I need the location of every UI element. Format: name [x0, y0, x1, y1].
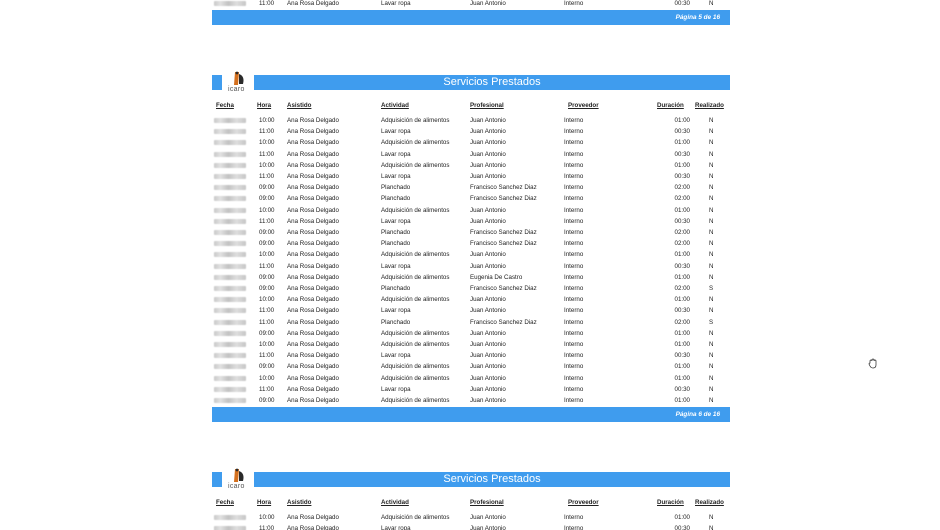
cell-asistido: Ana Rosa Delgado	[287, 397, 339, 404]
cell-hora: 09:00	[259, 273, 275, 281]
cell-asistido: Ana Rosa Delgado	[287, 262, 339, 270]
report-title	[254, 472, 730, 487]
cell-asistido: Ana Rosa Delgado	[287, 341, 339, 348]
col-asistido: Asistido	[287, 102, 312, 109]
cell-hora: 10:00	[259, 139, 275, 147]
report-title-text: Servicios Prestados	[443, 76, 541, 88]
fecha-redacted	[214, 238, 246, 250]
cell-hora: 11:00	[259, 352, 275, 360]
cell-duracion: 00:30	[674, 150, 690, 158]
page-number: Página 6 de 16	[675, 411, 720, 418]
page-6	[194, 62, 747, 426]
cell-duracion: 00:30	[674, 173, 690, 180]
cell-actividad: Lavar ropa	[381, 524, 411, 530]
cell-actividad: Lavar ropa	[381, 217, 411, 225]
logo-text: icaro	[228, 86, 245, 93]
cell-duracion: 00:30	[674, 307, 690, 315]
cell-asistido: Ana Rosa Delgado	[287, 161, 339, 169]
cell-hora: 11:00	[259, 0, 275, 7]
cell-realizado: N	[709, 217, 714, 225]
cell-realizado: N	[709, 296, 714, 304]
cell-profesional: Juan Antonio	[470, 117, 506, 124]
cell-profesional: Juan Antonio	[470, 307, 506, 315]
col-duracion: Duración	[657, 499, 684, 506]
fecha-redacted	[214, 160, 246, 172]
cell-actividad: Lavar ropa	[381, 352, 411, 360]
cell-profesional: Francisco Sanchez Diaz	[470, 318, 537, 326]
cell-profesional: Eugenia De Castro	[470, 273, 523, 281]
cell-realizado: N	[709, 128, 714, 136]
cell-profesional: Juan Antonio	[470, 524, 506, 530]
cell-proveedor: Interno	[564, 128, 584, 136]
fecha-redacted	[214, 361, 246, 373]
col-fecha: Fecha	[216, 499, 234, 506]
cell-profesional: Juan Antonio	[470, 397, 506, 404]
title-bar-stub	[212, 75, 222, 90]
cell-duracion: 01:00	[674, 139, 690, 147]
cell-actividad: Planchado	[381, 285, 411, 292]
cell-realizado: N	[709, 524, 714, 530]
col-duracion: Duración	[657, 102, 684, 109]
cell-proveedor: Interno	[564, 0, 584, 7]
icaro-logo	[226, 468, 252, 492]
cell-proveedor: Interno	[564, 363, 584, 371]
fecha-redacted	[214, 272, 246, 284]
cell-actividad: Adquisición de alimentos	[381, 374, 450, 382]
cell-asistido: Ana Rosa Delgado	[287, 374, 339, 382]
cell-duracion: 01:00	[674, 251, 690, 259]
cell-hora: 09:00	[259, 329, 275, 337]
cell-profesional: Francisco Sanchez Diaz	[470, 285, 537, 292]
cell-asistido: Ana Rosa Delgado	[287, 307, 339, 315]
cell-profesional: Juan Antonio	[470, 352, 506, 360]
fecha-redacted	[214, 523, 246, 530]
fecha-redacted	[214, 126, 246, 138]
col-profesional: Profesional	[470, 499, 504, 506]
cell-realizado: N	[709, 173, 714, 180]
cell-proveedor: Interno	[564, 273, 584, 281]
cell-hora: 10:00	[259, 161, 275, 169]
cell-realizado: N	[709, 329, 714, 337]
cell-profesional: Juan Antonio	[470, 341, 506, 348]
cell-asistido: Ana Rosa Delgado	[287, 217, 339, 225]
page-5	[194, 0, 747, 25]
cell-duracion: 00:30	[674, 352, 690, 360]
page-footer	[212, 10, 730, 25]
cell-proveedor: Interno	[564, 150, 584, 158]
cell-realizado: N	[709, 150, 714, 158]
cell-hora: 09:00	[259, 363, 275, 371]
cell-hora: 10:00	[259, 341, 275, 348]
cell-hora: 11:00	[259, 217, 275, 225]
cell-duracion: 02:00	[674, 285, 690, 292]
cell-hora: 09:00	[259, 285, 275, 292]
cell-hora: 11:00	[259, 262, 275, 270]
cell-duracion: 00:30	[674, 262, 690, 270]
cell-actividad: Lavar ropa	[381, 173, 411, 180]
cell-duracion: 02:00	[674, 318, 690, 326]
cell-proveedor: Interno	[564, 514, 584, 521]
report-title	[254, 75, 730, 90]
cell-asistido: Ana Rosa Delgado	[287, 524, 339, 530]
cell-hora: 10:00	[259, 296, 275, 304]
fecha-redacted	[214, 193, 246, 205]
fecha-redacted	[214, 182, 246, 194]
cell-hora: 09:00	[259, 184, 275, 192]
col-actividad: Actividad	[381, 102, 409, 109]
cell-asistido: Ana Rosa Delgado	[287, 273, 339, 281]
cell-actividad: Planchado	[381, 318, 411, 326]
cell-asistido: Ana Rosa Delgado	[287, 184, 339, 192]
cell-realizado: N	[709, 514, 714, 521]
cell-duracion: 01:00	[674, 341, 690, 348]
cell-proveedor: Interno	[564, 217, 584, 225]
cell-actividad: Adquisición de alimentos	[381, 296, 450, 304]
cell-realizado: N	[709, 184, 714, 192]
col-hora: Hora	[257, 102, 272, 109]
cell-realizado: N	[709, 262, 714, 270]
cell-profesional: Francisco Sanchez Diaz	[470, 229, 537, 236]
cell-duracion: 00:30	[674, 0, 690, 7]
fecha-redacted	[214, 261, 246, 273]
cell-actividad: Lavar ropa	[381, 150, 411, 158]
cell-profesional: Juan Antonio	[470, 206, 506, 214]
cell-hora: 11:00	[259, 318, 275, 326]
fecha-redacted	[214, 339, 246, 351]
cell-hora: 11:00	[259, 150, 275, 158]
cell-proveedor: Interno	[564, 251, 584, 259]
cell-proveedor: Interno	[564, 285, 584, 292]
cell-hora: 11:00	[259, 385, 275, 393]
cell-profesional: Juan Antonio	[470, 329, 506, 337]
cell-profesional: Francisco Sanchez Diaz	[470, 195, 537, 203]
col-realizado: Realizado	[695, 102, 724, 109]
cell-proveedor: Interno	[564, 117, 584, 124]
cell-hora: 09:00	[259, 229, 275, 236]
col-asistido: Asistido	[287, 499, 312, 506]
cell-actividad: Adquisición de alimentos	[381, 363, 450, 371]
cell-duracion: 01:00	[674, 397, 690, 404]
cell-asistido: Ana Rosa Delgado	[287, 229, 339, 236]
page-number: Página 5 de 16	[675, 14, 720, 21]
fecha-redacted	[214, 249, 246, 261]
cell-proveedor: Interno	[564, 307, 584, 315]
cell-asistido: Ana Rosa Delgado	[287, 329, 339, 337]
cell-proveedor: Interno	[564, 296, 584, 304]
cell-hora: 10:00	[259, 117, 275, 124]
fecha-redacted	[214, 305, 246, 317]
cell-actividad: Adquisición de alimentos	[381, 397, 450, 404]
cell-actividad: Adquisición de alimentos	[381, 273, 450, 281]
cell-duracion: 01:00	[674, 514, 690, 521]
cell-realizado: N	[709, 0, 714, 7]
cell-actividad: Lavar ropa	[381, 262, 411, 270]
cell-actividad: Adquisición de alimentos	[381, 329, 450, 337]
cell-hora: 10:00	[259, 251, 275, 259]
cell-asistido: Ana Rosa Delgado	[287, 117, 339, 124]
cell-realizado: N	[709, 229, 714, 236]
cell-profesional: Juan Antonio	[470, 217, 506, 225]
cell-asistido: Ana Rosa Delgado	[287, 173, 339, 180]
col-proveedor: Proveedor	[568, 102, 599, 109]
cell-asistido: Ana Rosa Delgado	[287, 285, 339, 292]
cell-profesional: Francisco Sanchez Diaz	[470, 240, 537, 248]
cell-proveedor: Interno	[564, 184, 584, 192]
fecha-redacted	[214, 137, 246, 149]
fecha-redacted	[214, 384, 246, 396]
cell-actividad: Adquisición de alimentos	[381, 341, 450, 348]
cell-duracion: 01:00	[674, 363, 690, 371]
cell-actividad: Adquisición de alimentos	[381, 117, 450, 124]
cell-realizado: N	[709, 161, 714, 169]
cell-proveedor: Interno	[564, 240, 584, 248]
cell-actividad: Lavar ropa	[381, 0, 411, 7]
cell-asistido: Ana Rosa Delgado	[287, 385, 339, 393]
fecha-redacted	[214, 350, 246, 362]
cell-duracion: 01:00	[674, 117, 690, 124]
cell-duracion: 01:00	[674, 329, 690, 337]
fecha-redacted	[214, 0, 246, 10]
cell-hora: 10:00	[259, 206, 275, 214]
cell-realizado: N	[709, 363, 714, 371]
icaro-logo-icon	[226, 468, 252, 484]
cell-profesional: Juan Antonio	[470, 385, 506, 393]
cell-asistido: Ana Rosa Delgado	[287, 0, 339, 7]
cell-asistido: Ana Rosa Delgado	[287, 150, 339, 158]
cell-proveedor: Interno	[564, 229, 584, 236]
cell-proveedor: Interno	[564, 161, 584, 169]
col-fecha: Fecha	[216, 102, 234, 109]
icaro-logo	[226, 71, 252, 95]
cell-realizado: N	[709, 139, 714, 147]
cell-duracion: 01:00	[674, 273, 690, 281]
col-hora: Hora	[257, 499, 272, 506]
cell-actividad: Planchado	[381, 195, 411, 203]
fecha-redacted	[214, 283, 246, 295]
cell-realizado: N	[709, 352, 714, 360]
cell-actividad: Lavar ropa	[381, 307, 411, 315]
cell-duracion: 01:00	[674, 161, 690, 169]
cell-realizado: S	[709, 285, 714, 292]
cell-profesional: Juan Antonio	[470, 0, 506, 7]
cell-actividad: Adquisición de alimentos	[381, 206, 450, 214]
cell-asistido: Ana Rosa Delgado	[287, 251, 339, 259]
cell-proveedor: Interno	[564, 352, 584, 360]
cell-actividad: Planchado	[381, 184, 411, 192]
cell-realizado: N	[709, 397, 714, 404]
logo-text: icaro	[228, 483, 245, 490]
col-actividad: Actividad	[381, 499, 409, 506]
cell-profesional: Juan Antonio	[470, 128, 506, 136]
fecha-redacted	[214, 205, 246, 217]
cell-realizado: N	[709, 341, 714, 348]
cell-duracion: 02:00	[674, 229, 690, 236]
cell-asistido: Ana Rosa Delgado	[287, 128, 339, 136]
cell-actividad: Adquisición de alimentos	[381, 514, 450, 521]
cell-hora: 10:00	[259, 374, 275, 382]
fecha-redacted	[214, 216, 246, 228]
cell-proveedor: Interno	[564, 206, 584, 214]
cell-duracion: 01:00	[674, 374, 690, 382]
cell-hora: 09:00	[259, 195, 275, 203]
cell-proveedor: Interno	[564, 173, 584, 180]
cell-duracion: 02:00	[674, 240, 690, 248]
col-realizado: Realizado	[695, 499, 724, 506]
report-title-text: Servicios Prestados	[443, 473, 541, 485]
page-footer	[212, 407, 730, 422]
cell-actividad: Planchado	[381, 229, 411, 236]
cell-proveedor: Interno	[564, 341, 584, 348]
cell-hora: 09:00	[259, 240, 275, 248]
cell-profesional: Juan Antonio	[470, 296, 506, 304]
cell-proveedor: Interno	[564, 397, 584, 404]
cell-asistido: Ana Rosa Delgado	[287, 352, 339, 360]
cell-profesional: Juan Antonio	[470, 161, 506, 169]
cell-asistido: Ana Rosa Delgado	[287, 195, 339, 203]
cell-asistido: Ana Rosa Delgado	[287, 139, 339, 147]
fecha-redacted	[214, 317, 246, 329]
fecha-redacted	[214, 373, 246, 385]
col-proveedor: Proveedor	[568, 499, 599, 506]
cell-proveedor: Interno	[564, 195, 584, 203]
fecha-redacted	[214, 395, 246, 407]
cell-duracion: 00:30	[674, 524, 690, 530]
fecha-redacted	[214, 171, 246, 183]
cell-profesional: Juan Antonio	[470, 363, 506, 371]
fecha-redacted	[214, 115, 246, 127]
title-bar-stub	[212, 472, 222, 487]
cell-asistido: Ana Rosa Delgado	[287, 363, 339, 371]
cell-hora: 09:00	[259, 397, 275, 404]
cell-profesional: Juan Antonio	[470, 139, 506, 147]
cell-hora: 11:00	[259, 128, 275, 136]
cell-duracion: 01:00	[674, 296, 690, 304]
cell-realizado: N	[709, 374, 714, 382]
cell-profesional: Juan Antonio	[470, 374, 506, 382]
cell-proveedor: Interno	[564, 329, 584, 337]
hand-cursor-icon	[868, 358, 878, 369]
cell-proveedor: Interno	[564, 385, 584, 393]
cell-realizado: N	[709, 251, 714, 259]
cell-duracion: 02:00	[674, 184, 690, 192]
cell-duracion: 01:00	[674, 206, 690, 214]
cell-duracion: 02:00	[674, 195, 690, 203]
cell-hora: 11:00	[259, 307, 275, 315]
cell-proveedor: Interno	[564, 524, 584, 530]
cell-actividad: Planchado	[381, 240, 411, 248]
fecha-redacted	[214, 149, 246, 161]
cell-proveedor: Interno	[564, 139, 584, 147]
cell-duracion: 00:30	[674, 217, 690, 225]
fecha-redacted	[214, 227, 246, 239]
cell-duracion: 00:30	[674, 385, 690, 393]
page-7	[194, 460, 747, 530]
cell-profesional: Juan Antonio	[470, 150, 506, 158]
cell-proveedor: Interno	[564, 374, 584, 382]
cell-duracion: 00:30	[674, 128, 690, 136]
cell-profesional: Francisco Sanchez Diaz	[470, 184, 537, 192]
cell-asistido: Ana Rosa Delgado	[287, 296, 339, 304]
cell-realizado: N	[709, 195, 714, 203]
icaro-logo-icon	[226, 71, 252, 87]
cell-actividad: Lavar ropa	[381, 128, 411, 136]
cell-realizado: N	[709, 273, 714, 281]
cell-realizado: N	[709, 240, 714, 248]
cell-profesional: Juan Antonio	[470, 262, 506, 270]
cell-proveedor: Interno	[564, 262, 584, 270]
cell-asistido: Ana Rosa Delgado	[287, 240, 339, 248]
cell-hora: 11:00	[259, 173, 275, 180]
cell-hora: 10:00	[259, 514, 275, 521]
cell-realizado: N	[709, 385, 714, 393]
cell-asistido: Ana Rosa Delgado	[287, 318, 339, 326]
cell-actividad: Lavar ropa	[381, 385, 411, 393]
cell-profesional: Juan Antonio	[470, 251, 506, 259]
cell-actividad: Adquisición de alimentos	[381, 139, 450, 147]
cell-profesional: Juan Antonio	[470, 173, 506, 180]
cell-realizado: N	[709, 206, 714, 214]
fecha-redacted	[214, 294, 246, 306]
cell-profesional: Juan Antonio	[470, 514, 506, 521]
cell-actividad: Adquisición de alimentos	[381, 251, 450, 259]
cell-actividad: Adquisición de alimentos	[381, 161, 450, 169]
cell-hora: 11:00	[259, 524, 275, 530]
cell-realizado: N	[709, 307, 714, 315]
cell-asistido: Ana Rosa Delgado	[287, 206, 339, 214]
cell-asistido: Ana Rosa Delgado	[287, 514, 339, 521]
fecha-redacted	[214, 328, 246, 340]
cell-realizado: N	[709, 117, 714, 124]
cell-proveedor: Interno	[564, 318, 584, 326]
col-profesional: Profesional	[470, 102, 504, 109]
cell-realizado: S	[709, 318, 714, 326]
